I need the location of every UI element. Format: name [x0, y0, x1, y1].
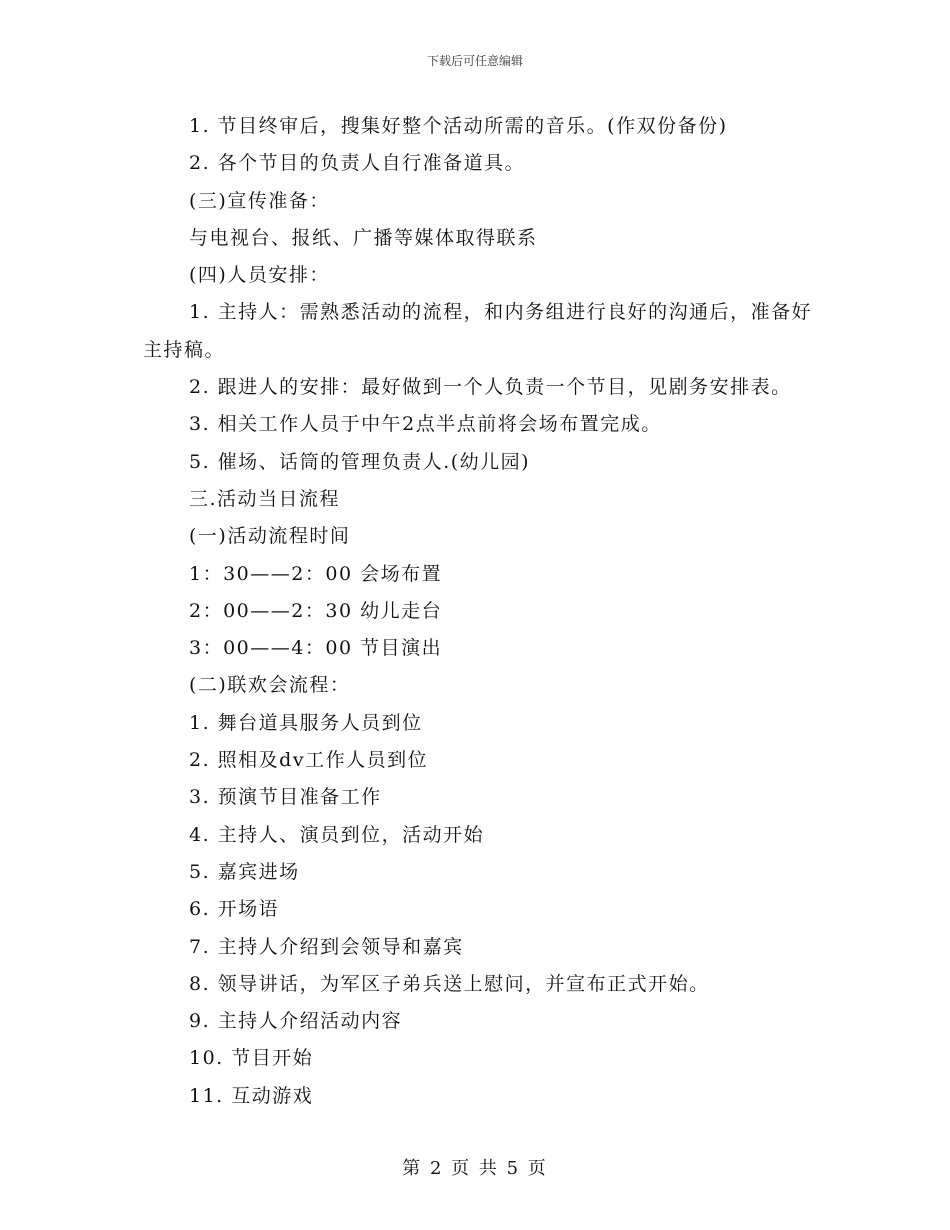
- list-item: 10. 节目开始: [189, 1047, 314, 1070]
- paragraph-line: 与电视台、报纸、广播等媒体取得联系: [189, 226, 538, 249]
- list-item: 11. 互动游戏: [189, 1084, 314, 1107]
- paragraph-line: 3. 相关工作人员于中午2点半点前将会场布置完成。: [189, 413, 662, 436]
- list-item: 1. 舞台道具服务人员到位: [189, 711, 423, 734]
- list-item: 8. 领导讲话，为军区子弟兵送上慰问，并宣布正式开始。: [189, 972, 710, 995]
- list-item: 6. 开场语: [189, 898, 280, 921]
- section-heading: (二)联欢会流程：: [189, 674, 351, 697]
- schedule-item: 2：00——2：30 幼儿走台: [189, 599, 443, 622]
- document-body: [143, 108, 813, 1115]
- paragraph-line: 1. 主持人：需熟悉活动的流程，和内务组进行良好的沟通后，准备好主持稿。: [143, 301, 813, 361]
- list-item: 3. 预演节目准备工作: [189, 786, 382, 809]
- section-heading: (三)宣传准备：: [189, 189, 330, 212]
- paragraph-line: 2. 各个节目的负责人自行准备道具。: [189, 152, 526, 175]
- paragraph-line: 2. 跟进人的安排：最好做到一个人负责一个节目，见剧务安排表。: [189, 376, 792, 399]
- list-item: 9. 主持人介绍活动内容: [189, 1010, 403, 1033]
- paragraph-line: 5. 催场、话筒的管理负责人.(幼儿园): [189, 450, 531, 473]
- page-number-footer: 第 2 页 共 5 页: [402, 1158, 548, 1179]
- list-item: 4. 主持人、演员到位，活动开始: [189, 823, 485, 846]
- schedule-item: 1：30——2：00 会场布置: [189, 562, 443, 585]
- section-heading: (一)活动流程时间: [189, 525, 351, 548]
- list-item: 5. 嘉宾进场: [189, 860, 300, 883]
- section-heading: (四)人员安排：: [189, 264, 330, 287]
- paragraph-line: 1. 节目终审后，搜集好整个活动所需的音乐。(作双份备份): [189, 115, 728, 137]
- schedule-item: 3：00——4：00 节目演出: [189, 637, 443, 660]
- page-header: 下载后可任意编辑: [426, 54, 523, 68]
- section-heading: 三.活动当日流程: [189, 487, 341, 510]
- list-item: 2. 照相及dv工作人员到位: [189, 749, 429, 772]
- list-item: 7. 主持人介绍到会领导和嘉宾: [189, 935, 464, 958]
